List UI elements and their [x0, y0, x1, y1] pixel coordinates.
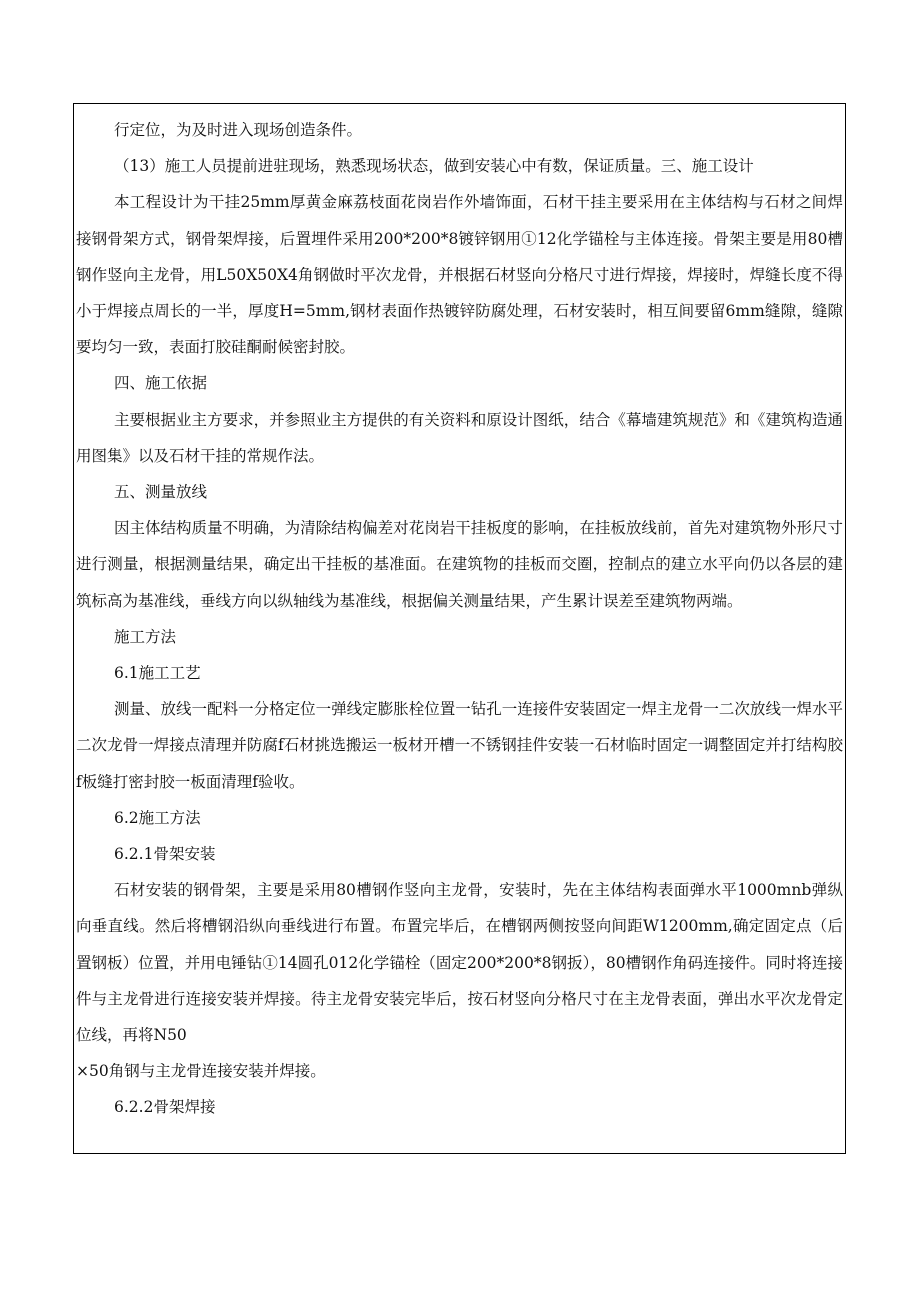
- paragraph-basis: 主要根据业主方要求，并参照业主方提供的有关资料和原设计图纸，结合《幕墙建筑规范》和《建筑构造通用图集》以及石材干挂的常规作法。: [76, 410, 843, 465]
- heading-surveying: 五、测量放线: [114, 483, 208, 502]
- paragraph-frame-installation: 石材安装的钢骨架，主要是采用80槽钢作竖向主龙骨，安装时，先在主体结构表面弹水平1000mnb弹纵向垂直线。然后将槽钢沿纵向垂线进行布置。布置完毕后，在槽钢两侧按竖向间距W1200mm,确定固定点（后置钢板）位置，并用电锤钻①14圆孔012化学锚栓（固定200*200*8钢扳），80槽钢作角码连接件。同时将连接件与主龙骨进行连接安装并焊接。待主龙骨安装完毕后，按石材竖向分格尺寸在主龙骨表面，弹出水平次龙骨定位线，再将N50: [76, 881, 843, 1045]
- paragraph-process: 测量、放线一配料一分格定位一弹线定膨胀栓位置一钻孔一连接件安装固定一焊主龙骨一二次放线一焊水平二次龙骨一焊接点清理并防腐f石材挑选搬运一板材开槽一不锈钢挂件安装一石材临时固定一调整固定并打结构胶f板缝打密封胶一板面清理f验收。: [76, 700, 843, 791]
- paragraph-angle-steel: ×50角钢与主龙骨连接安装并焊接。: [76, 1062, 326, 1081]
- heading-frame-installation: 6.2.1骨架安装: [114, 845, 216, 864]
- paragraph-design: 本工程设计为干挂25mm厚黄金麻荔枝面花岗岩作外墙饰面，石材干挂主要采用在主体结构与石材之间焊接钢骨架方式，钢骨架焊接，后置埋件采用200*200*8镀锌钢用①12化学锚栓与主体连接。骨架主要是用80槽钢作竖向主龙骨，用L50X50X4角钢做时平次龙骨，并根据石材竖向分格尺寸进行焊接，焊接时，焊缝长度不得小于焊接点周长的一半，厚度H=5mm,钢材表面作热镀锌防腐处理，石材安装时，相互间要留6mm缝隙，缝隙要均匀一致，表面打胶硅酮耐候密封胶。: [76, 193, 843, 357]
- paragraph-surveying: 因主体结构质量不明确，为清除结构偏差对花岗岩干挂板度的影响，在挂板放线前，首先对建筑物外形尺寸进行测量，根据测量结果，确定出干挂板的基准面。在建筑物的挂板而交圈，控制点的建立水平向仍以各层的建筑标高为基准线，垂线方向以纵轴线为基准线，根据偏关测量结果，产生累计误差至建筑物两端。: [76, 519, 843, 610]
- heading-frame-welding: 6.2.2骨架焊接: [114, 1098, 216, 1117]
- heading-process: 6.1施工工艺: [114, 664, 201, 683]
- document-frame: [73, 103, 846, 1154]
- heading-construction-method: 施工方法: [114, 627, 177, 646]
- paragraph-staff-entry: （13）施工人员提前进驻现场，熟悉现场状态，做到安装心中有数，保证质量。三、施工设计: [114, 157, 754, 176]
- heading-method: 6.2施工方法: [114, 808, 201, 827]
- heading-construction-basis: 四、施工依据: [114, 374, 208, 393]
- paragraph-site-positioning: 行定位，为及时进入现场创造条件。: [114, 121, 363, 139]
